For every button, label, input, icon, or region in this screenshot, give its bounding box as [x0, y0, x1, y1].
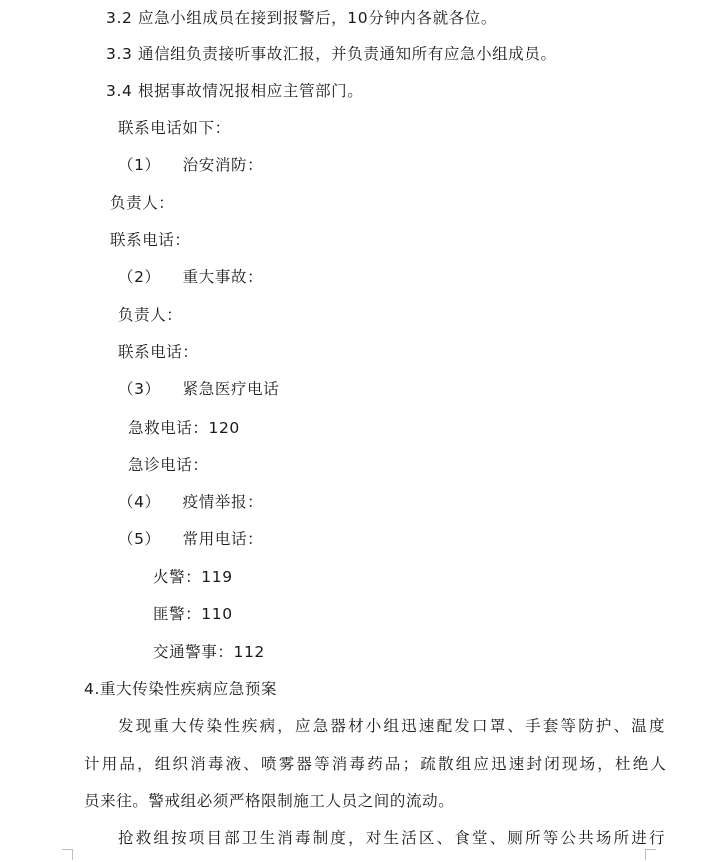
item-label: 治安消防： — [182, 156, 264, 174]
contact-item-2 — [118, 267, 263, 287]
rescue-phone: 急救电话：120 — [128, 419, 240, 437]
contact-item-3 — [118, 379, 279, 399]
item2-person-in-charge: 负责人： — [118, 306, 183, 324]
clause-3-4: 3.4 根据事故情况报相应主管部门。 — [106, 82, 364, 100]
section-4-heading: 4.重大传染性疾病应急预案 — [84, 680, 278, 698]
item-number: （2） — [118, 268, 161, 286]
paragraph-1-line-2: 计用品，组织消毒液、喷雾器等消毒药品；疏散组应迅速封闭现场，杜绝人 — [84, 755, 669, 773]
paragraph-2-line-1: 抢救组按项目部卫生消毒制度，对生活区、食堂、厕所等公共场所进行 — [118, 829, 667, 847]
paragraph-1-line-3: 员来往。警戒组必须严格限制施工人员之间的流动。 — [84, 792, 455, 810]
contact-item-5 — [118, 529, 263, 549]
item-label: 疫情举报： — [182, 493, 264, 511]
paragraph-1-line-1: 发现重大传染性疾病，应急器材小组迅速配发口罩、手套等防护、温度 — [118, 717, 667, 735]
page-corner-marker-right — [645, 849, 656, 860]
item1-person-in-charge: 负责人： — [110, 194, 175, 212]
clinic-phone: 急诊电话： — [128, 456, 209, 474]
contact-item-4 — [118, 492, 263, 512]
item-label: 重大事故： — [182, 268, 264, 286]
clause-3-2: 3.2 应急小组成员在接到报警后，10分钟内各就各位。 — [106, 9, 498, 27]
item2-contact-phone: 联系电话： — [118, 343, 199, 361]
page-corner-marker-left — [62, 849, 73, 860]
traffic-phone: 交通警事：112 — [153, 643, 265, 661]
police-phone: 匪警：110 — [153, 605, 233, 623]
item-label: 紧急医疗电话 — [182, 380, 280, 398]
contacts-intro: 联系电话如下： — [118, 119, 231, 137]
contact-item-1 — [118, 155, 263, 175]
clause-3-3: 3.3 通信组负责接听事故汇报，并负责通知所有应急小组成员。 — [106, 45, 557, 63]
item1-contact-phone: 联系电话： — [110, 231, 191, 249]
item-number: （5） — [118, 530, 161, 548]
fire-phone: 火警：119 — [153, 568, 233, 586]
item-label: 常用电话： — [182, 530, 264, 548]
item-number: （1） — [118, 156, 161, 174]
item-number: （3） — [118, 380, 161, 398]
item-number: （4） — [118, 493, 161, 511]
